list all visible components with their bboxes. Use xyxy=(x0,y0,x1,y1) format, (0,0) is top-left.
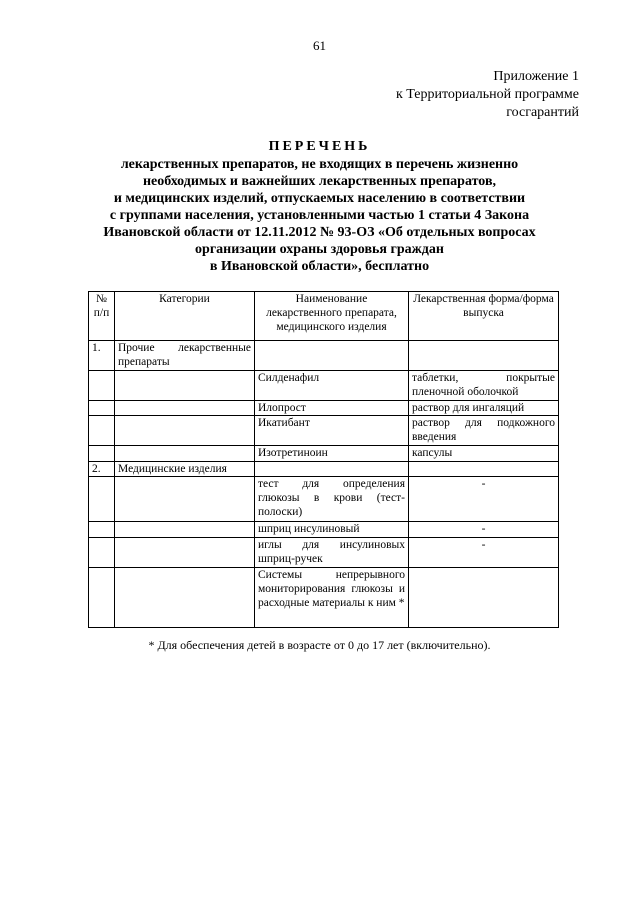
cell-name: тест для определения глюкозы в крови (тест-полоски) xyxy=(255,477,409,522)
title-line: и медицинских изделий, отпускаемых населению в соответствии xyxy=(113,191,526,206)
document-title xyxy=(60,138,579,275)
cell-form: - xyxy=(409,538,559,568)
drug-list-table xyxy=(88,291,559,628)
cell-num xyxy=(89,477,115,522)
cell-num xyxy=(89,401,115,416)
header-num: № п/п xyxy=(89,292,115,341)
table-row xyxy=(89,477,559,522)
cell-form: - xyxy=(409,477,559,522)
title-line: необходимых и важнейших лекарственных препаратов, xyxy=(142,174,497,189)
cell-name: Илопрост xyxy=(255,401,409,416)
cell-name: иглы для инсулиновых шприц-ручек xyxy=(255,538,409,568)
cell-category xyxy=(115,371,255,401)
cell-num xyxy=(89,446,115,462)
cell-name: Изотретиноин xyxy=(255,446,409,462)
cell-name xyxy=(255,341,409,371)
cell-name xyxy=(255,462,409,477)
cell-form xyxy=(409,462,559,477)
cell-category xyxy=(115,401,255,416)
cell-category xyxy=(115,538,255,568)
title-line: Ивановской области от 12.11.2012 № 93-ОЗ «Об отдельных вопросах xyxy=(103,225,536,240)
cell-num: 1. xyxy=(89,341,115,371)
table-row xyxy=(89,462,559,477)
table-row xyxy=(89,538,559,568)
cell-category xyxy=(115,446,255,462)
table-row xyxy=(89,446,559,462)
table-row xyxy=(89,341,559,371)
cell-name: Икатибант xyxy=(255,416,409,446)
table-row xyxy=(89,401,559,416)
footnote: * Для обеспечения детей в возрасте от 0 до 17 лет (включительно). xyxy=(148,638,491,652)
cell-category: Медицинские изделия xyxy=(115,462,255,477)
cell-form xyxy=(409,341,559,371)
cell-form xyxy=(409,568,559,628)
cell-num xyxy=(89,416,115,446)
title-line: лекарственных препаратов, не входящих в перечень жизненно xyxy=(120,157,519,172)
table-row xyxy=(89,568,559,628)
table-header-row xyxy=(89,292,559,341)
cell-name: Системы непрерывного мониторирования глюкозы и расходные материалы к ним * xyxy=(255,568,409,628)
cell-category xyxy=(115,477,255,522)
cell-num xyxy=(89,568,115,628)
page-number: 61 xyxy=(313,38,326,53)
cell-name: шприц инсулиновый xyxy=(255,522,409,538)
cell-name: Силденафил xyxy=(255,371,409,401)
cell-form: раствор для подкожного введения xyxy=(409,416,559,446)
table-row xyxy=(89,522,559,538)
cell-num xyxy=(89,522,115,538)
cell-form: - xyxy=(409,522,559,538)
appendix-line-3: госгарантий xyxy=(506,105,579,120)
title-line: в Ивановской области», бесплатно xyxy=(209,259,430,274)
appendix-line-1: Приложение 1 xyxy=(493,69,579,84)
header-form: Лекарственная форма/форма выпуска xyxy=(409,292,559,341)
cell-form: раствор для ингаляций xyxy=(409,401,559,416)
title-line: организации охраны здоровья граждан xyxy=(195,242,444,257)
table-row xyxy=(89,371,559,401)
table-row xyxy=(89,416,559,446)
title-line: с группами населения, установленными частью 1 статьи 4 Закона xyxy=(109,208,530,223)
header-name: Наименование лекарственного препарата, медицинского изделия xyxy=(255,292,409,341)
cell-num xyxy=(89,538,115,568)
header-category: Категории xyxy=(115,292,255,341)
cell-category: Прочие лекарственные препараты xyxy=(115,341,255,371)
appendix-note xyxy=(396,68,579,122)
cell-category xyxy=(115,568,255,628)
cell-form: таблетки, покрытые пленочной оболочкой xyxy=(409,371,559,401)
cell-num: 2. xyxy=(89,462,115,477)
cell-form: капсулы xyxy=(409,446,559,462)
cell-num xyxy=(89,371,115,401)
title-heading: ПЕРЕЧЕНЬ xyxy=(268,139,371,154)
cell-category xyxy=(115,522,255,538)
cell-category xyxy=(115,416,255,446)
appendix-line-2: к Территориальной программе xyxy=(395,87,579,102)
